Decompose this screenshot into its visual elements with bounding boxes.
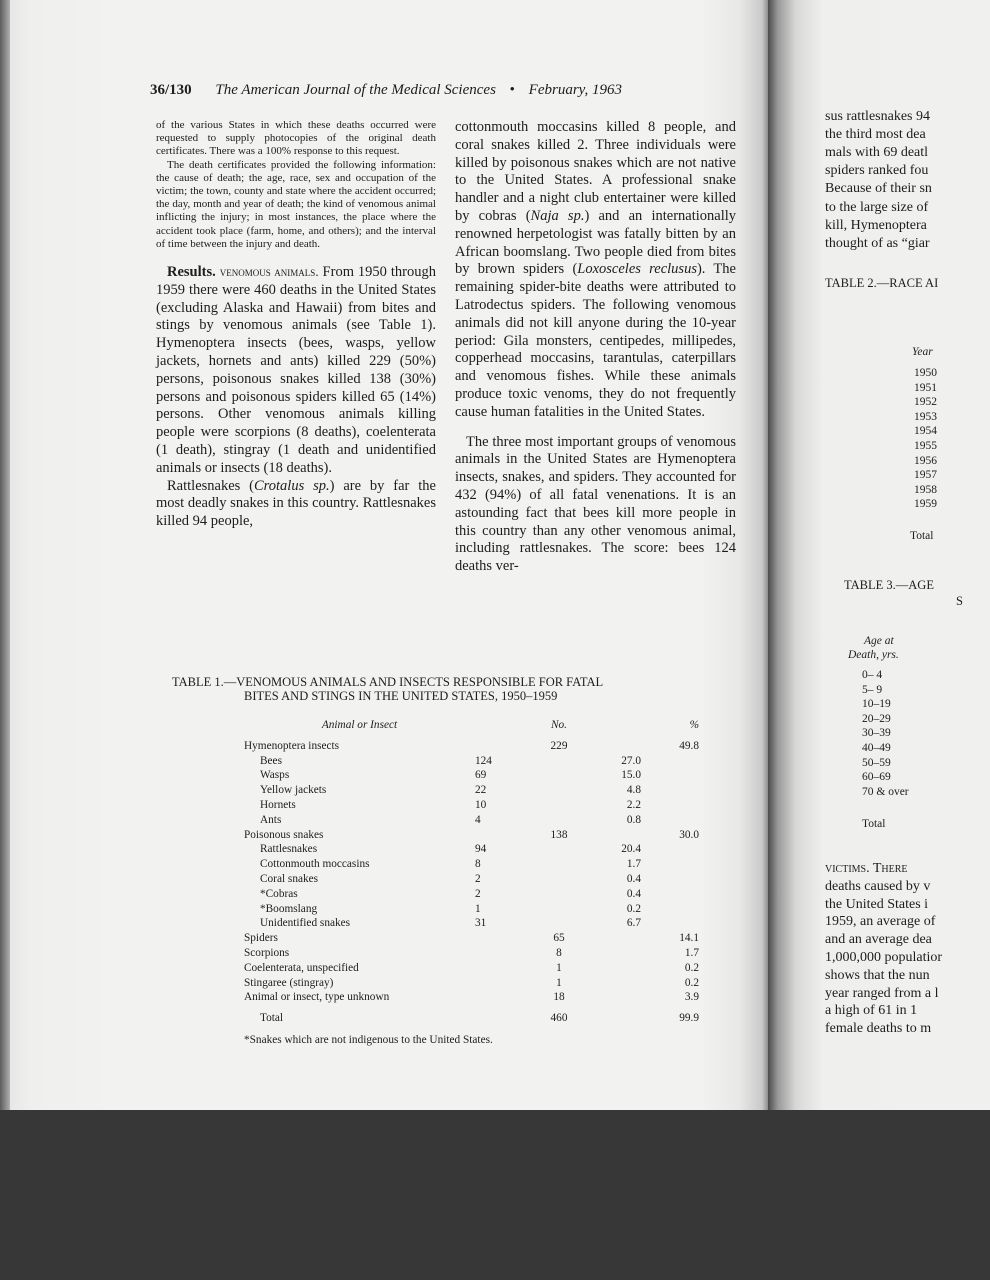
cell-count-group: 1 (556, 976, 562, 989)
cell-animal: *Boomslang (260, 902, 318, 915)
cell-count-group: 1 (556, 961, 562, 974)
cell-pct-group (641, 798, 699, 813)
cell-count-group (525, 754, 593, 769)
age-cell: 60–69 (862, 771, 891, 784)
cell-count-sub: 4 (475, 813, 481, 826)
cell-animal: Unidentified snakes (260, 917, 351, 930)
year-cell: 1955 (914, 440, 937, 452)
age-cell: 5– 9 (862, 683, 883, 696)
table-row (244, 916, 699, 931)
cell-count-group: 229 (550, 739, 568, 752)
text-line: thought of as “giar (825, 235, 930, 251)
journal-title: The American Journal of the Medical Sciences (215, 82, 496, 98)
age-cell: 30–39 (862, 727, 891, 740)
cell-pct-group (641, 902, 699, 917)
left-column (156, 119, 436, 531)
age-cell: 40–49 (862, 742, 891, 754)
cell-pct-group (641, 872, 699, 887)
page-edge-shadow (0, 0, 10, 1110)
text-line: sus rattlesnakes 94 (825, 109, 930, 124)
year-cell: 1959 (914, 498, 937, 511)
cell-count-sub (475, 931, 525, 946)
cell-count-group (525, 857, 593, 872)
methods-text (156, 119, 436, 251)
cell-count-group: 8 (556, 946, 562, 959)
cell-animal: Animal or insect, type unknown (244, 991, 390, 1004)
text-line: the United States i (825, 896, 929, 912)
text-line: the third most dea (825, 127, 926, 143)
cell-pct-group (641, 754, 699, 769)
cell-count-group (525, 902, 593, 917)
results-text (156, 263, 436, 531)
cell-count-sub: 10 (475, 798, 487, 811)
table3-total: Total (862, 818, 886, 830)
cell-total-count: 460 (550, 1012, 568, 1025)
table-row (244, 813, 699, 828)
cell-pct-group: 0.2 (684, 976, 699, 989)
cell-count-group: 65 (553, 932, 565, 945)
table-row (244, 842, 699, 857)
table-row (244, 946, 699, 961)
right-column (455, 119, 736, 576)
scanner-background (0, 1110, 990, 1280)
cell-animal: Bees (260, 754, 282, 767)
age-cell: 20–29 (862, 712, 891, 725)
cell-animal: Cottonmouth moccasins (260, 858, 370, 871)
cell-count-sub (475, 946, 525, 961)
text-line: a high of 61 in 1 (825, 1003, 918, 1019)
cell-pct-sub: 15.0 (621, 769, 641, 782)
cell-pct-group (641, 916, 699, 931)
cell-pct-sub: 1.7 (626, 858, 641, 871)
cell-animal: Coelenterata, unspecified (244, 961, 359, 974)
cell-count-group: 18 (553, 991, 565, 1004)
col-pct: % (689, 719, 699, 731)
table-row (244, 798, 699, 813)
cell-total-pct: 99.9 (679, 1012, 699, 1025)
age-header-1: Age at (864, 635, 894, 647)
cell-count-sub (475, 739, 525, 754)
next-page-fragment (768, 0, 990, 1110)
cell-count-sub: 31 (475, 917, 487, 930)
text-line: female deaths to m (825, 1021, 932, 1037)
paragraph: The death certificates provided the following information: the cause of death; the age, race, sex and occupation of the victim; the town, county and state where the accident occurred; the day, month and year of death; the kind of venomous animal inflicting the injury; in most instances, the place where the accident took place (farm, home, and others); and the interval of time between the injury and death. (156, 158, 436, 250)
table-row (244, 961, 699, 976)
cell-pct-group (641, 813, 699, 828)
cell-empty (475, 1005, 525, 1026)
text-line: Because of their sn (825, 181, 932, 197)
cell-pct-sub: 20.4 (621, 843, 641, 856)
cell-animal: *Cobras (260, 887, 298, 900)
text-line: to the large size of (825, 199, 929, 215)
cell-pct-sub: 4.8 (626, 784, 641, 797)
subsection-heading: venomous animals. (219, 264, 319, 280)
table1-caption: TABLE 1.—VENOMOUS ANIMALS AND INSECTS RESPONSIBLE FOR FATAL BITES AND STINGS IN THE UNITED STATES, 1950–1959 (172, 675, 604, 703)
cell-pct-sub (593, 990, 641, 1005)
cell-count-sub: 69 (475, 769, 487, 782)
cell-count-sub: 8 (475, 858, 481, 871)
cell-pct-sub (593, 739, 641, 754)
cell-count-sub (475, 961, 525, 976)
cell-pct-group (641, 857, 699, 872)
year-cell: 1958 (914, 483, 937, 496)
cell-pct-group (641, 842, 699, 857)
text-line: mals with 69 deatl (825, 145, 929, 161)
cell-count-sub (475, 828, 525, 843)
table-row (244, 990, 699, 1005)
cell-count-sub: 1 (475, 902, 481, 915)
cell-empty (593, 1005, 641, 1026)
text-line: victims. There (825, 861, 908, 876)
cell-count-group (525, 887, 593, 902)
cell-animal: Coral snakes (260, 872, 319, 885)
cell-pct-group: 1.7 (684, 946, 699, 959)
paragraph: of the various States in which these deaths occurred were requested to supply photocopies of the original death certificates. There was a 100% response to this request. (156, 119, 436, 158)
text-line: shows that the nun (825, 967, 930, 983)
paragraph: Results. venomous animals. From 1950 through 1959 there were 460 deaths in the United States (excluding Alaska and Hawaii) from bites and stings by venomous animals (see Table 1). Hymenoptera insects (bees, wasps, yellow jackets, hornets and ants) killed 229 (50%) persons, poisonous snakes killed 138 (30%) persons and poisonous spiders killed 65 (14%) persons. Other venomous animals killing people were scorpions (8 deaths), coelenterata (1 death), stingray (1 death and unidentified animals or insects (18 deaths). (156, 264, 437, 476)
cell-pct-sub: 6.7 (626, 917, 641, 930)
year-cell: 1954 (914, 425, 937, 438)
table-row (244, 976, 699, 991)
year-cell: 1956 (914, 454, 937, 467)
cell-pct-sub: 0.4 (626, 872, 641, 885)
cell-animal: Poisonous snakes (244, 828, 324, 841)
year-cell: 1951 (914, 381, 937, 394)
text-line: year ranged from a l (825, 985, 939, 1001)
table-row (244, 902, 699, 917)
table2-total: Total (910, 530, 934, 542)
cell-count-sub: 124 (475, 754, 492, 767)
cell-pct-group: 30.0 (679, 828, 699, 841)
cell-pct-group: 3.9 (684, 991, 699, 1004)
cell-pct-group: 49.8 (679, 739, 699, 752)
year-cell: 1953 (914, 410, 937, 423)
cell-pct-sub: 0.4 (626, 887, 641, 900)
year-header: Year (912, 346, 933, 358)
text-line: deaths caused by v (825, 878, 931, 894)
table2-caption: TABLE 2.—RACE AI (825, 276, 939, 290)
age-header-2: Death, yrs. (848, 649, 899, 661)
table3-caption: TABLE 3.—AGE (844, 578, 934, 592)
cell-animal: Hornets (260, 798, 296, 811)
cell-pct-sub: 0.8 (626, 813, 641, 826)
table-row (244, 754, 699, 769)
cell-animal: Yellow jackets (260, 784, 327, 797)
col-animal: Animal or Insect (321, 719, 398, 731)
page-number: 36/130 (150, 82, 192, 98)
text-line: 1959, an average of (825, 914, 936, 930)
cell-count-sub (475, 990, 525, 1005)
table-row (244, 739, 699, 754)
cell-animal: Stingaree (stingray) (244, 976, 334, 989)
cell-count-group (525, 783, 593, 798)
cell-count-group: 138 (550, 828, 568, 841)
table-row (244, 931, 699, 946)
table-row (244, 768, 699, 783)
cell-count-group (525, 813, 593, 828)
table1-footnote: *Snakes which are not indigenous to the United States. (244, 1034, 493, 1046)
cell-count-sub: 2 (475, 887, 481, 900)
table-row (244, 857, 699, 872)
table1 (244, 718, 699, 1026)
paragraph: Rattlesnakes (Crotalus sp.) are by far the most deadly snakes in this country. Rattlesnakes killed 94 people, (156, 477, 436, 530)
cell-total-label: Total (260, 1012, 284, 1025)
cell-pct-group (641, 783, 699, 798)
cell-count-sub: 22 (475, 784, 487, 797)
cell-pct-group: 14.1 (679, 932, 699, 945)
table-total-row (244, 1005, 699, 1026)
cell-pct-group: 0.2 (684, 961, 699, 974)
cell-pct-sub (593, 961, 641, 976)
age-cell: 0– 4 (862, 669, 883, 681)
table-row (244, 887, 699, 902)
cell-pct-sub (593, 931, 641, 946)
text-line: kill, Hymenoptera (825, 217, 927, 233)
issue-date: February, 1963 (528, 82, 622, 98)
text-line: and an average dea (825, 932, 932, 948)
year-cell: 1957 (914, 469, 937, 482)
cell-pct-group (641, 768, 699, 783)
cell-pct-sub: 2.2 (626, 798, 641, 811)
year-cell: 1950 (914, 367, 937, 379)
cell-pct-sub (593, 828, 641, 843)
cell-pct-sub: 27.0 (621, 754, 641, 767)
cell-count-sub (475, 976, 525, 991)
cell-animal: Hymenoptera insects (244, 739, 340, 752)
age-cell: 10–19 (862, 698, 891, 711)
header-separator: • (509, 82, 515, 98)
paragraph: cottonmouth moccasins killed 8 people, and coral snakes killed 2. Three individuals were killed by poisonous snakes which are not native to the United States. A professional snake handler and a night club entertainer were killed by cobras (Naja sp.) and an internationally renowned herpetologist was fatally bitten by an African boomslang. Two people died from bites by brown spiders (Loxosceles reclusus). The remaining spider-bite deaths were attributed to Latrodectus spiders. The following venomous animals did not kill anyone during the 10-year period: Gila monsters, centipedes, millipedes, copperhead moccasins, tarantulas, caterpillars and venomous fishes. While these animals produce toxic venoms, they do not frequently cause human fatalities in the United States. (455, 119, 737, 420)
text-line: spiders ranked fou (825, 163, 929, 179)
cell-pct-group (641, 887, 699, 902)
year-cell: 1952 (914, 396, 937, 409)
age-cell: 70 & over (862, 785, 909, 798)
cell-count-group (525, 768, 593, 783)
table-row (244, 828, 699, 843)
table3-caption-cont: S (956, 594, 963, 608)
cell-pct-sub (593, 946, 641, 961)
cell-count-group (525, 798, 593, 813)
paragraph: The three most important groups of venomous animals in the United States are Hymenoptera insects, snakes, and spiders. They accounted for 432 (94%) of all fatal venenations. It is an astounding fact that bees kill more people in this country than any other venomous animal, including rattlesnakes. The score: bees 124 deaths ver- (455, 433, 736, 575)
col-no: No. (550, 719, 567, 731)
running-header (150, 82, 622, 99)
cell-animal: Wasps (260, 769, 290, 782)
cell-count-group (525, 842, 593, 857)
cell-animal: Scorpions (244, 946, 290, 959)
cell-count-sub: 94 (475, 843, 487, 856)
cell-count-sub: 2 (475, 872, 481, 885)
cell-pct-sub (593, 976, 641, 991)
cell-animal: Spiders (244, 932, 278, 945)
cell-animal: Ants (260, 813, 282, 826)
table-row (244, 872, 699, 887)
section-heading: Results. (167, 264, 216, 281)
cell-animal: Rattlesnakes (260, 843, 318, 856)
age-cell: 50–59 (862, 756, 891, 769)
cell-count-group (525, 872, 593, 887)
cell-pct-sub: 0.2 (626, 902, 641, 915)
table-row (244, 783, 699, 798)
text-line: 1,000,000 populatior (825, 950, 943, 965)
cell-count-group (525, 916, 593, 931)
